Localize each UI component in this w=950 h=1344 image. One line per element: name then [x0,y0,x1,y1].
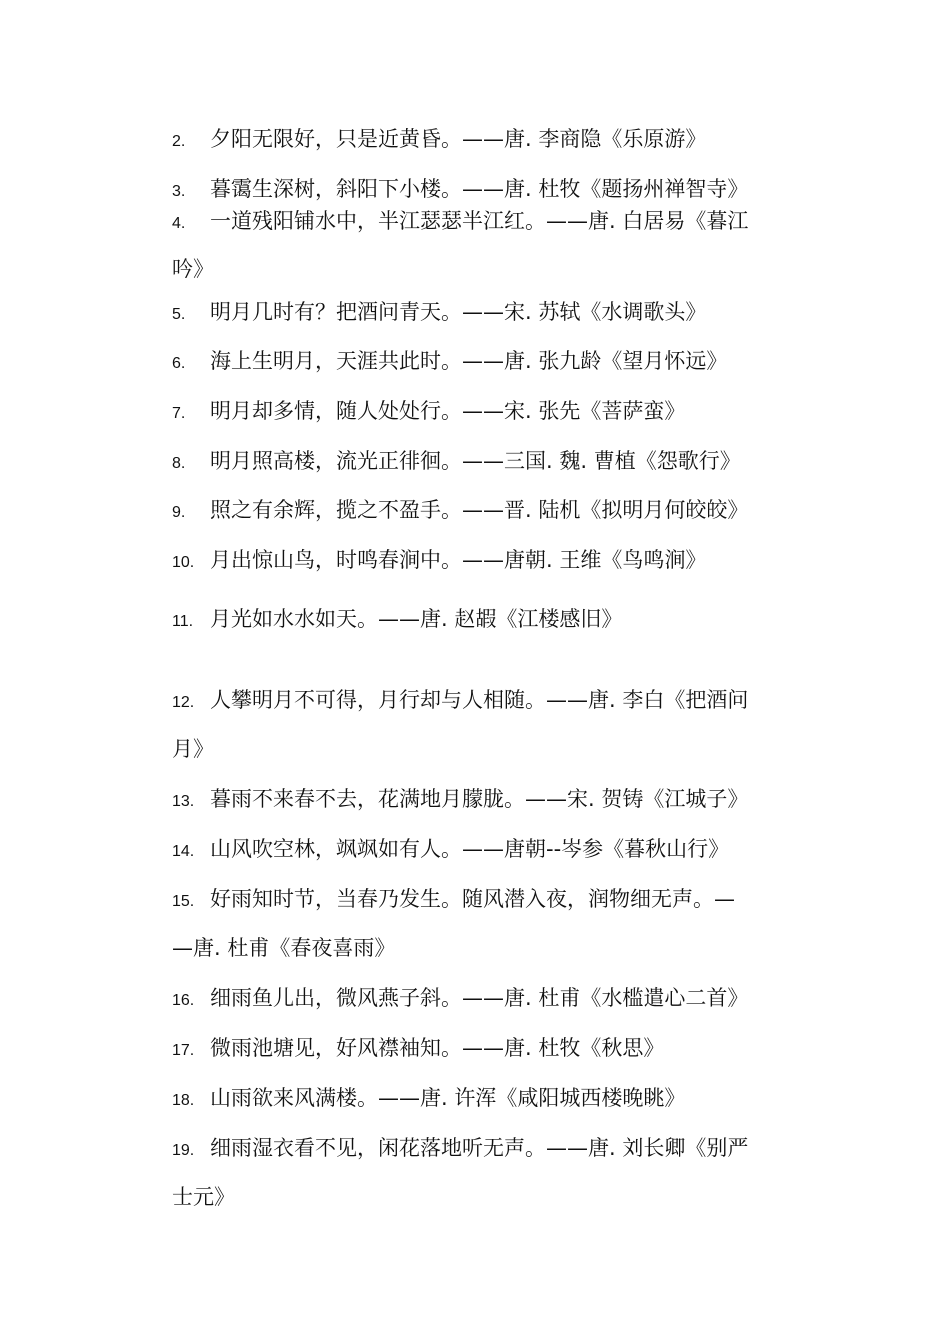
list-item [172,985,792,1014]
item-text: 明月照高楼，流光正徘徊。——三国. 魏. 曹植《怨歌行》 [210,449,741,473]
list-item [172,176,792,205]
item-text: 明月几时有？把酒问青天。——宋. 苏轼《水调歌头》 [210,300,707,324]
item-continuation: —唐. 杜甫《春夜喜雨》 [172,936,396,960]
item-number: 11. [172,613,194,630]
item-number: 16. [172,992,195,1009]
item-text: 海上生明月，天涯共此时。——唐. 张九龄《望月怀远》 [210,349,728,373]
list-item [172,299,792,328]
item-number: 13. [172,793,195,810]
list-item [172,786,792,815]
item-text: 细雨鱼儿出，微风燕子斜。——唐. 杜甫《水槛遣心二首》 [210,986,749,1010]
item-continuation: 月》 [172,737,214,761]
item-text: 一道残阳铺水中，半江瑟瑟半江红。——唐. 白居易《暮江 [210,209,749,233]
item-text: 夕阳无限好，只是近黄昏。——唐. 李商隐《乐原游》 [210,127,707,151]
item-number: 9. [172,504,186,521]
list-item [172,606,792,635]
item-text: 好雨知时节，当春乃发生。随风潜入夜，润物细无声。— [210,887,735,911]
item-text: 暮霭生深树，斜阳下小楼。——唐. 杜牧《题扬州禅智寺》 [210,177,749,201]
list-item [172,1035,792,1064]
item-text: 月光如水水如天。——唐. 赵嘏《江楼感旧》 [210,607,623,631]
item-continuation: 士元》 [172,1185,235,1209]
item-continuation: 吟》 [172,257,214,281]
list-item [172,687,792,716]
list-item [172,497,792,526]
list-item [172,448,792,477]
list-item [172,1135,792,1164]
list-item [172,1085,792,1114]
item-text: 照之有余辉，揽之不盈手。——晋. 陆机《拟明月何皎皎》 [210,498,749,522]
item-number: 2. [172,133,186,150]
item-text: 山雨欲来风满楼。——唐. 许浑《咸阳城西楼晚眺》 [210,1086,686,1110]
list-item [172,886,792,915]
item-number: 3. [172,183,186,200]
item-number: 18. [172,1092,195,1109]
item-number: 12. [172,694,195,711]
item-number: 17. [172,1042,195,1059]
item-number: 7. [172,405,186,422]
item-text: 暮雨不来春不去，花满地月朦胧。——宋. 贺铸《江城子》 [210,787,749,811]
item-text: 细雨湿衣看不见，闲花落地听无声。——唐. 刘长卿《别严 [210,1136,749,1160]
list-item [172,836,792,865]
item-number: 19. [172,1142,195,1159]
item-number: 10. [172,554,195,571]
item-text: 山风吹空林，飒飒如有人。——唐朝--岑参《暮秋山行》 [210,837,730,861]
item-text: 微雨池塘见，好风襟袖知。——唐. 杜牧《秋思》 [210,1036,665,1060]
item-text: 人攀明月不可得，月行却与人相随。——唐. 李白《把酒问 [210,688,749,712]
item-number: 8. [172,455,186,472]
list-item [172,348,792,377]
item-number: 15. [172,893,195,910]
item-number: 14. [172,843,195,860]
item-text: 月出惊山鸟，时鸣春涧中。——唐朝. 王维《鸟鸣涧》 [210,548,707,572]
item-number: 4. [172,215,186,232]
item-number: 5. [172,306,186,323]
list-item [172,126,792,155]
item-number: 6. [172,355,186,372]
list-item [172,547,792,576]
list-item [172,398,792,427]
item-text: 明月却多情，随人处处行。——宋. 张先《菩萨蛮》 [210,399,686,423]
list-item [172,208,792,237]
